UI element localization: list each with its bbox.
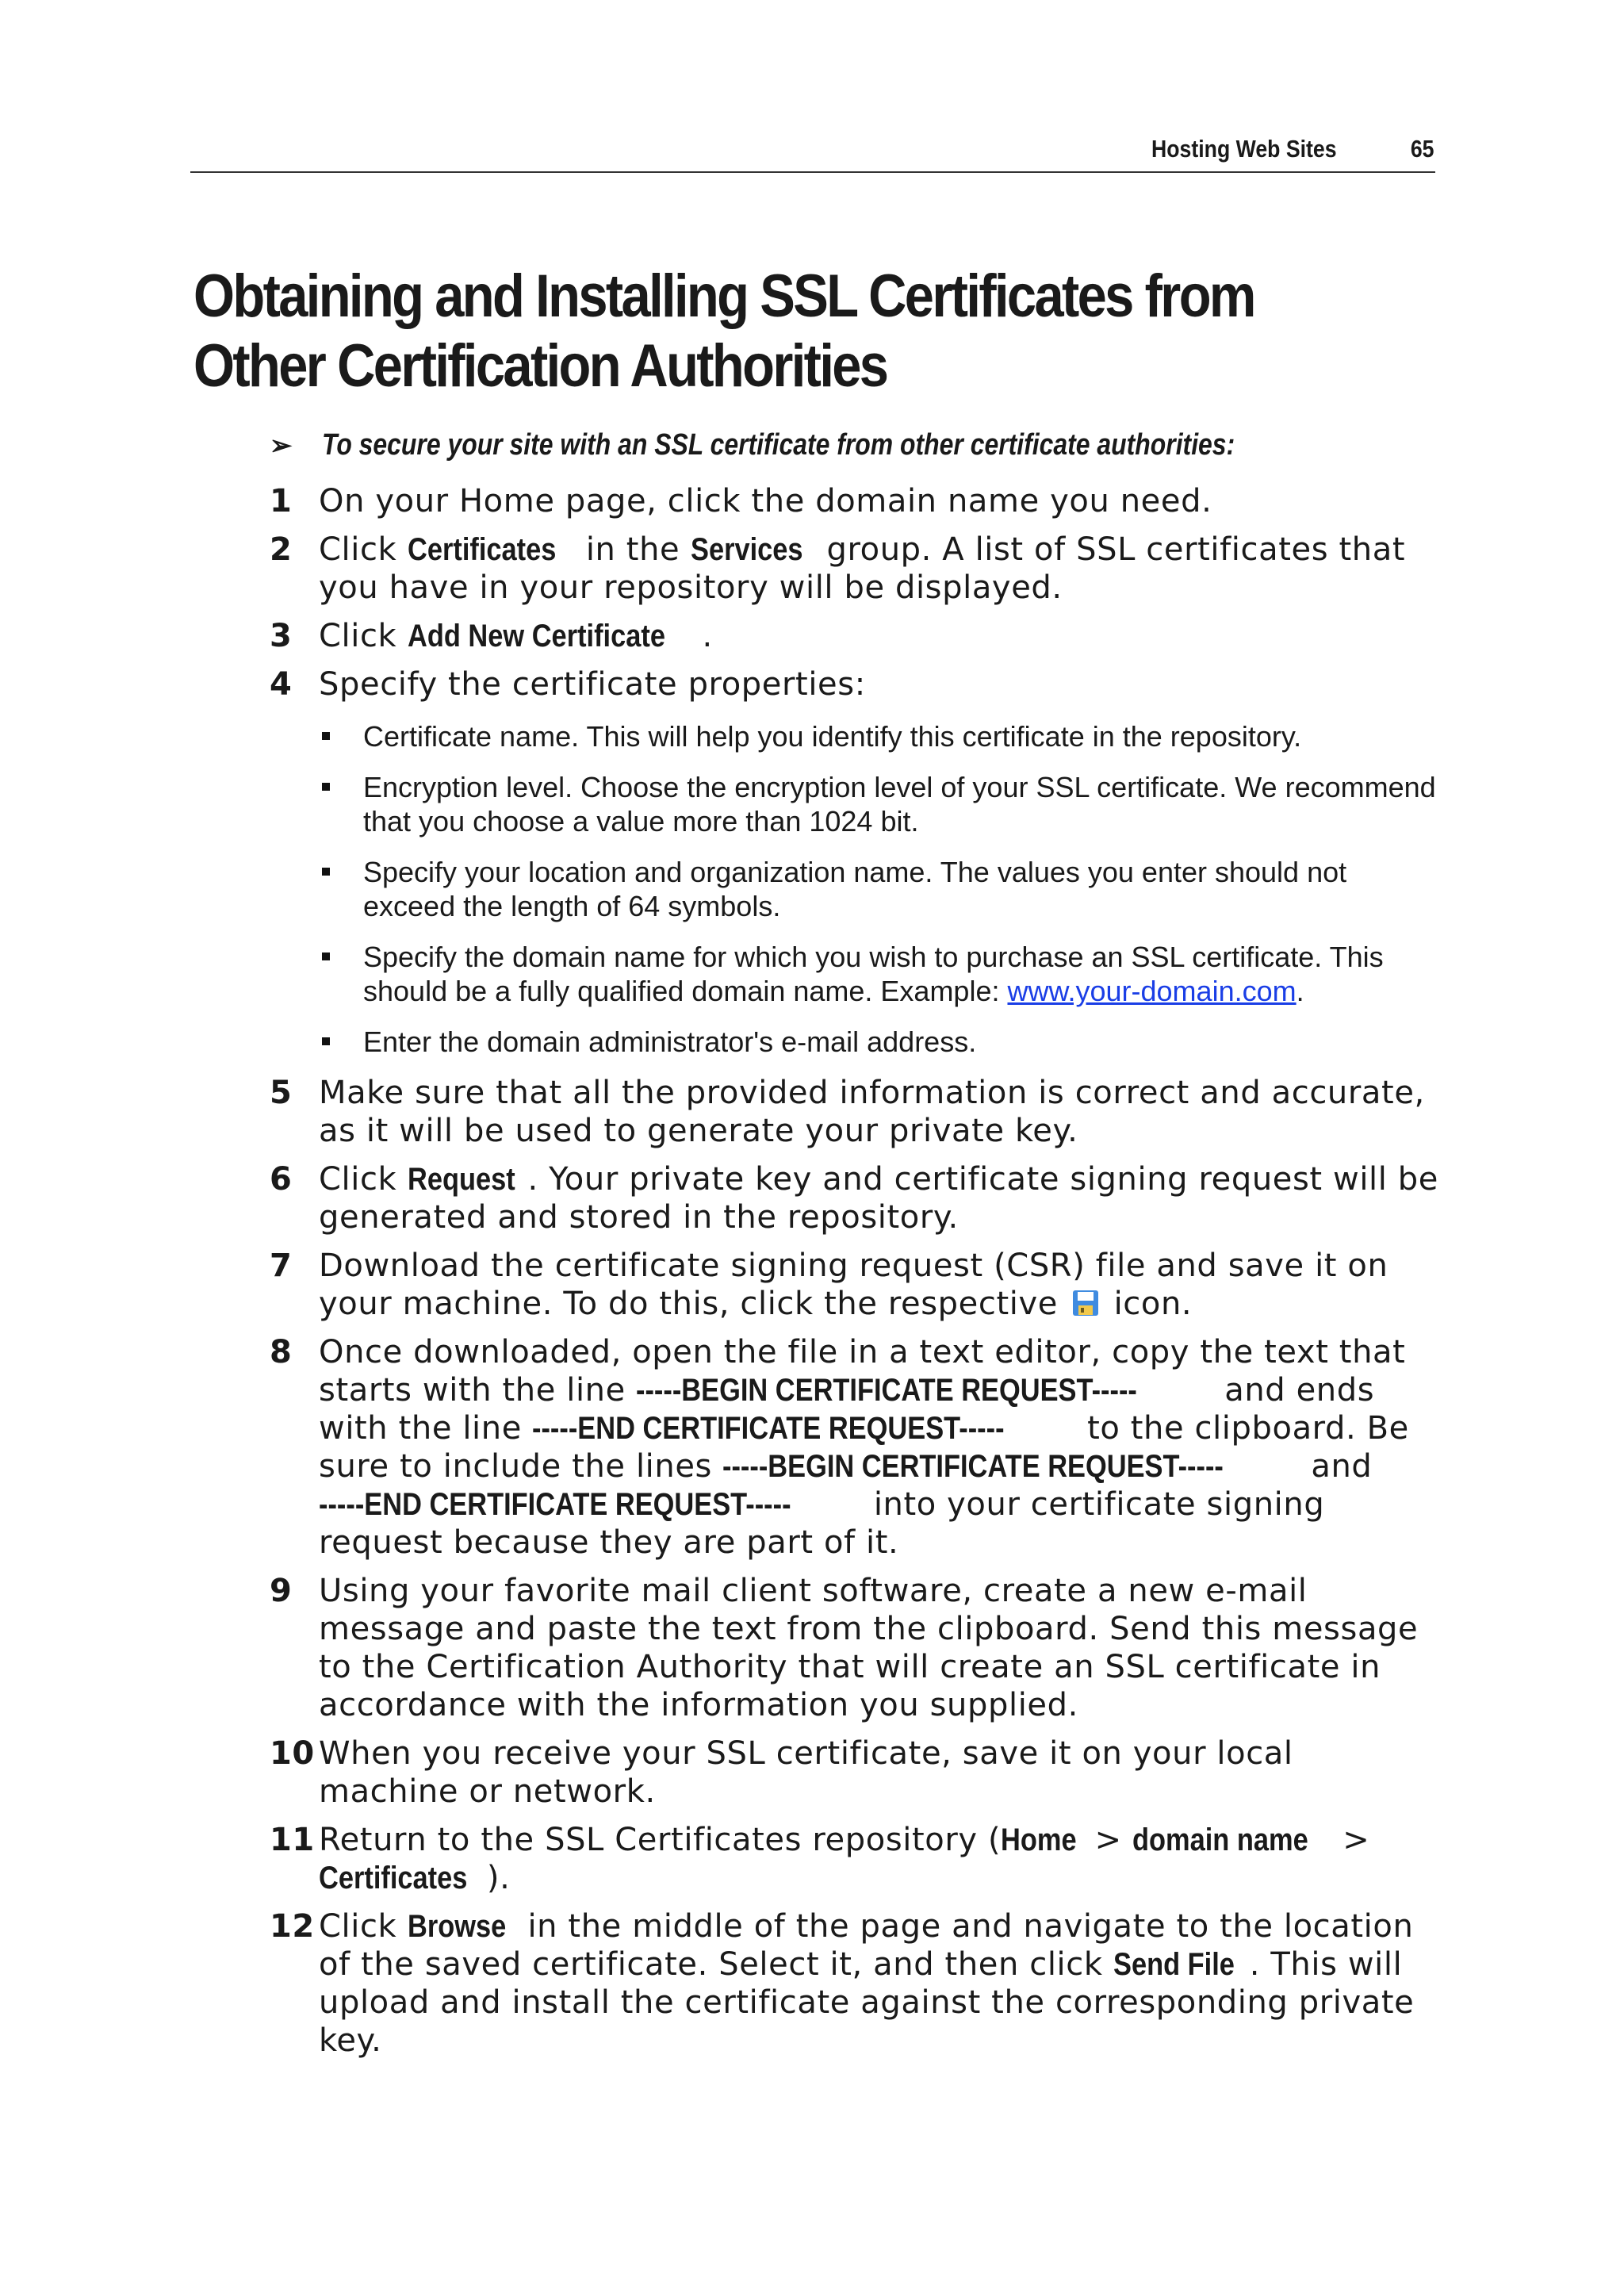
page-title: Obtaining and Installing SSL Certificates from Other Certification Authorities xyxy=(193,263,1254,400)
step-text: icon. xyxy=(1103,1286,1193,1322)
bullet-icon xyxy=(322,868,330,876)
step-4 xyxy=(270,665,1443,703)
ui-term-services: Services xyxy=(690,532,803,567)
step-6 xyxy=(270,1160,1443,1236)
step-number: 3 xyxy=(270,618,293,654)
page-header xyxy=(190,133,1435,173)
step-text: . Your private key and certificate signing request will be generated and stored in the repository. xyxy=(319,1161,1438,1236)
step-text: Using your favorite mail client software, create a new e-mail message and paste the text from the clipboard. Send this message to the Certification Authority that will create an SSL certificate in accordance with the information you supplied. xyxy=(319,1573,1419,1723)
step-text: ). xyxy=(486,1860,511,1896)
ui-term-certificates: Certificates xyxy=(319,1861,468,1895)
ui-term-domain-name: domain name xyxy=(1132,1823,1308,1857)
list-item xyxy=(317,719,1443,753)
code-begin-request: -----BEGIN CERTIFICATE REQUEST----- xyxy=(636,1373,1138,1408)
step-text: On your Home page, click the domain name you need. xyxy=(319,483,1212,519)
step-number: 7 xyxy=(270,1248,293,1284)
step-text: in the xyxy=(575,531,691,568)
bullet-icon xyxy=(322,953,330,960)
step-number: 2 xyxy=(270,531,293,568)
step-number: 5 xyxy=(270,1075,293,1111)
step-12 xyxy=(270,1907,1443,2060)
step-number: 9 xyxy=(270,1573,293,1609)
save-icon xyxy=(1071,1288,1100,1317)
bullet-icon xyxy=(322,732,330,740)
step-number: 8 xyxy=(270,1334,293,1370)
list-item-text: . xyxy=(1296,975,1304,1007)
code-end-request: -----END CERTIFICATE REQUEST----- xyxy=(532,1411,1005,1446)
ui-term-request: Request xyxy=(407,1162,515,1197)
step-text: . xyxy=(702,618,713,654)
step-number: 4 xyxy=(270,666,293,703)
step-1 xyxy=(270,482,1443,520)
step-5 xyxy=(270,1074,1443,1150)
step-text: > xyxy=(1331,1822,1370,1858)
arrow-icon: ➢ xyxy=(270,431,293,461)
step-text: Download the certificate signing request (CSR) file and save it on your machine. To do this, click the respective xyxy=(319,1248,1388,1322)
step-text: Click xyxy=(319,618,408,654)
step-text: Click xyxy=(319,1908,408,1945)
step-text: Click xyxy=(319,1161,408,1198)
example-domain-link[interactable]: www.your-domain.com xyxy=(1007,975,1297,1007)
running-header-section: Hosting Web Sites xyxy=(1151,135,1337,163)
certificate-properties-list xyxy=(317,719,1443,1059)
step-text: Once downloaded, open the file in a text editor, copy the text that starts with the line xyxy=(319,1334,1406,1409)
list-item-text: Enter the domain administrator's e-mail address. xyxy=(363,1025,977,1058)
step-11 xyxy=(270,1821,1443,1897)
step-text: Specify the certificate properties: xyxy=(319,666,866,703)
step-text: to the clipboard. Be sure to include the lines xyxy=(319,1410,1409,1485)
step-number: 10 xyxy=(270,1735,315,1772)
step-text: Click xyxy=(319,531,408,568)
procedure-intro xyxy=(270,428,1459,462)
step-text: . This will upload and install the certificate against the corresponding private key. xyxy=(319,1946,1415,2059)
step-number: 11 xyxy=(270,1822,315,1858)
list-item xyxy=(317,770,1443,838)
list-item xyxy=(317,940,1443,1008)
ui-term-browse: Browse xyxy=(407,1909,506,1944)
page-number: 65 xyxy=(1410,135,1434,163)
ui-term-add-new-certificate: Add New Certificate xyxy=(407,619,665,654)
ui-term-send-file: Send File xyxy=(1113,1947,1235,1982)
step-text: group. A list of SSL certificates that you have in your repository will be displayed. xyxy=(319,531,1406,606)
ui-term-certificates: Certificates xyxy=(407,532,557,567)
list-item-text: Certificate name. This will help you identify this certificate in the repository. xyxy=(363,720,1302,753)
list-item-text: Specify your location and organization name. The values you enter should not exceed the length of 64 symbols. xyxy=(363,856,1347,922)
step-text: Make sure that all the provided information is correct and accurate, as it will be used to generate your private key. xyxy=(319,1075,1425,1149)
steps-group-2 xyxy=(270,1074,1443,2060)
ui-term-home: Home xyxy=(1001,1823,1077,1857)
step-text: Return to the SSL Certificates repository ( xyxy=(319,1822,1002,1858)
list-item xyxy=(317,1025,1443,1059)
step-text: and ends with the line xyxy=(319,1372,1375,1447)
step-number: 6 xyxy=(270,1161,293,1198)
step-2 xyxy=(270,531,1443,607)
step-number: 12 xyxy=(270,1908,315,1945)
procedure-intro-text: To secure your site with an SSL certificate from other certificate authorities: xyxy=(322,428,1235,462)
steps-group-1 xyxy=(270,482,1443,703)
step-text: into your certificate signing request because they are part of it. xyxy=(319,1486,1325,1561)
step-text: When you receive your SSL certificate, save it on your local machine or network. xyxy=(319,1735,1293,1810)
step-9 xyxy=(270,1572,1443,1724)
step-10 xyxy=(270,1734,1443,1811)
list-item xyxy=(317,855,1443,923)
code-begin-request: -----BEGIN CERTIFICATE REQUEST----- xyxy=(722,1449,1224,1484)
bullet-icon xyxy=(322,1037,330,1045)
step-text: and xyxy=(1300,1448,1373,1485)
step-text: > xyxy=(1084,1822,1133,1858)
step-text: in the middle of the page and navigate to the location of the saved certificate. Select it, and then click xyxy=(319,1908,1414,1983)
step-3 xyxy=(270,617,1443,655)
step-7 xyxy=(270,1247,1443,1323)
list-item-text: Specify the domain name for which you wish to purchase an SSL certificate. This should be a fully qualified domain name. Example: xyxy=(363,941,1384,1007)
code-end-request: -----END CERTIFICATE REQUEST----- xyxy=(319,1487,791,1522)
step-number: 1 xyxy=(270,483,293,519)
step-8 xyxy=(270,1333,1443,1562)
list-item-text: Encryption level. Choose the encryption level of your SSL certificate. We recommend that you choose a value more than 1024 bit. xyxy=(363,771,1436,838)
bullet-icon xyxy=(322,783,330,791)
